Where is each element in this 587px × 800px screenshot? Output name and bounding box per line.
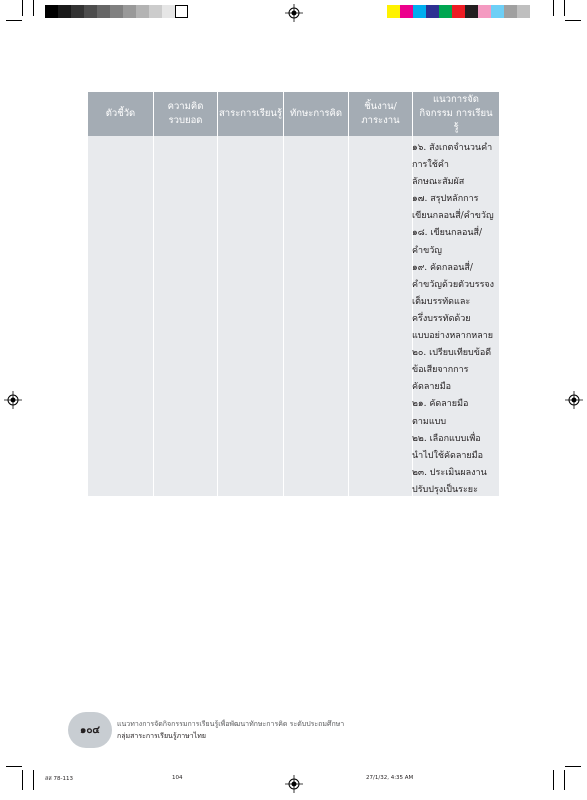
crop-mark xyxy=(33,0,34,16)
slug-date: 27/1/32, 4:35 AM xyxy=(366,775,414,781)
registration-mark-icon xyxy=(4,391,22,409)
list-item: นำไปใช้คัดลายมือ xyxy=(412,450,483,461)
header-indicator: ตัวชี้วัด xyxy=(88,92,154,136)
header-thinking-skill: ทักษะการคิด xyxy=(284,92,349,136)
list-item: ๒๓. ประเมินผลงาน xyxy=(412,467,487,478)
list-item: ตามแบบ xyxy=(412,416,447,427)
crop-mark xyxy=(564,770,565,790)
cell-thinking-skill xyxy=(284,136,349,496)
cell-indicator xyxy=(88,136,154,496)
list-item: ๑๙. คัดกลอนสี่/ xyxy=(412,262,473,273)
list-item: ๑๘. เขียนกลอนสี่/ xyxy=(412,228,483,239)
list-item: ๒๐. เปรียบเทียบข้อดี xyxy=(412,348,492,359)
color-bar xyxy=(387,5,530,18)
header-activities: แนวการจัดกิจกรรม การเรียนรู้ xyxy=(419,93,493,134)
crop-mark xyxy=(565,766,581,767)
footer-subject: กลุ่มสาระการเรียนรู้ภาษาไทย xyxy=(117,732,206,740)
list-item: เขียนกลอนสี่/คำขวัญ xyxy=(412,211,494,222)
registration-mark-icon xyxy=(285,4,303,22)
header-content: สาระการเรียนรู้ xyxy=(218,92,284,136)
crop-mark xyxy=(22,770,23,790)
crop-mark xyxy=(6,20,22,21)
grayscale-bar xyxy=(45,5,188,18)
list-item: เต็มบรรทัดและ xyxy=(412,296,471,307)
cell-workpiece xyxy=(349,136,413,496)
header-workpiece: ชิ้นงาน/ ภาระงาน xyxy=(349,92,413,136)
registration-mark-icon xyxy=(285,775,303,793)
crop-mark xyxy=(33,770,34,790)
crop-mark xyxy=(553,0,554,16)
crop-mark xyxy=(553,770,554,790)
crop-mark xyxy=(22,0,23,16)
list-item: ๒๑. คัดลายมือ xyxy=(412,399,469,410)
list-item: ๒๒. เลือกแบบเพื่อ xyxy=(412,433,481,444)
footer-book-title: แนวทางการจัดกิจกรรมการเรียนรู้เพื่อพัฒนาทักษะการคิด ระดับประถมศึกษา xyxy=(117,720,345,728)
list-item: คัดลายมือ xyxy=(412,382,452,393)
activity-list xyxy=(412,140,502,499)
crop-mark xyxy=(564,0,565,16)
crop-mark xyxy=(565,20,581,21)
list-item: ๑๗. สรุปหลักการ xyxy=(412,194,479,205)
list-item: ครึ่งบรรทัดด้วย xyxy=(412,313,471,324)
list-item: ลักษณะสัมผัส xyxy=(412,177,465,188)
list-item: ข้อเสียจากการ xyxy=(412,365,469,376)
list-item: ปรับปรุงเป็นระยะ xyxy=(412,484,478,495)
table-header xyxy=(88,92,499,136)
crop-mark xyxy=(6,766,22,767)
page-number-badge xyxy=(68,712,112,748)
registration-mark-icon xyxy=(565,391,583,409)
list-item: คำขวัญ xyxy=(412,245,442,256)
list-item: การใช้คำ xyxy=(412,160,449,171)
slug-file: สส 78-113 xyxy=(45,776,73,782)
list-item: คำขวัญด้วยตัวบรรจง xyxy=(412,279,495,290)
cell-concept xyxy=(154,136,218,496)
cell-content xyxy=(218,136,284,496)
slug-page: 104 xyxy=(172,775,183,781)
list-item: ๑๖. สังเกตจำนวนคำ xyxy=(412,143,493,153)
page-number: ๑๐๔ xyxy=(79,724,101,736)
list-item: แบบอย่างหลากหลาย xyxy=(412,331,494,342)
header-concept: ความคิด รวบยอด xyxy=(154,92,218,136)
